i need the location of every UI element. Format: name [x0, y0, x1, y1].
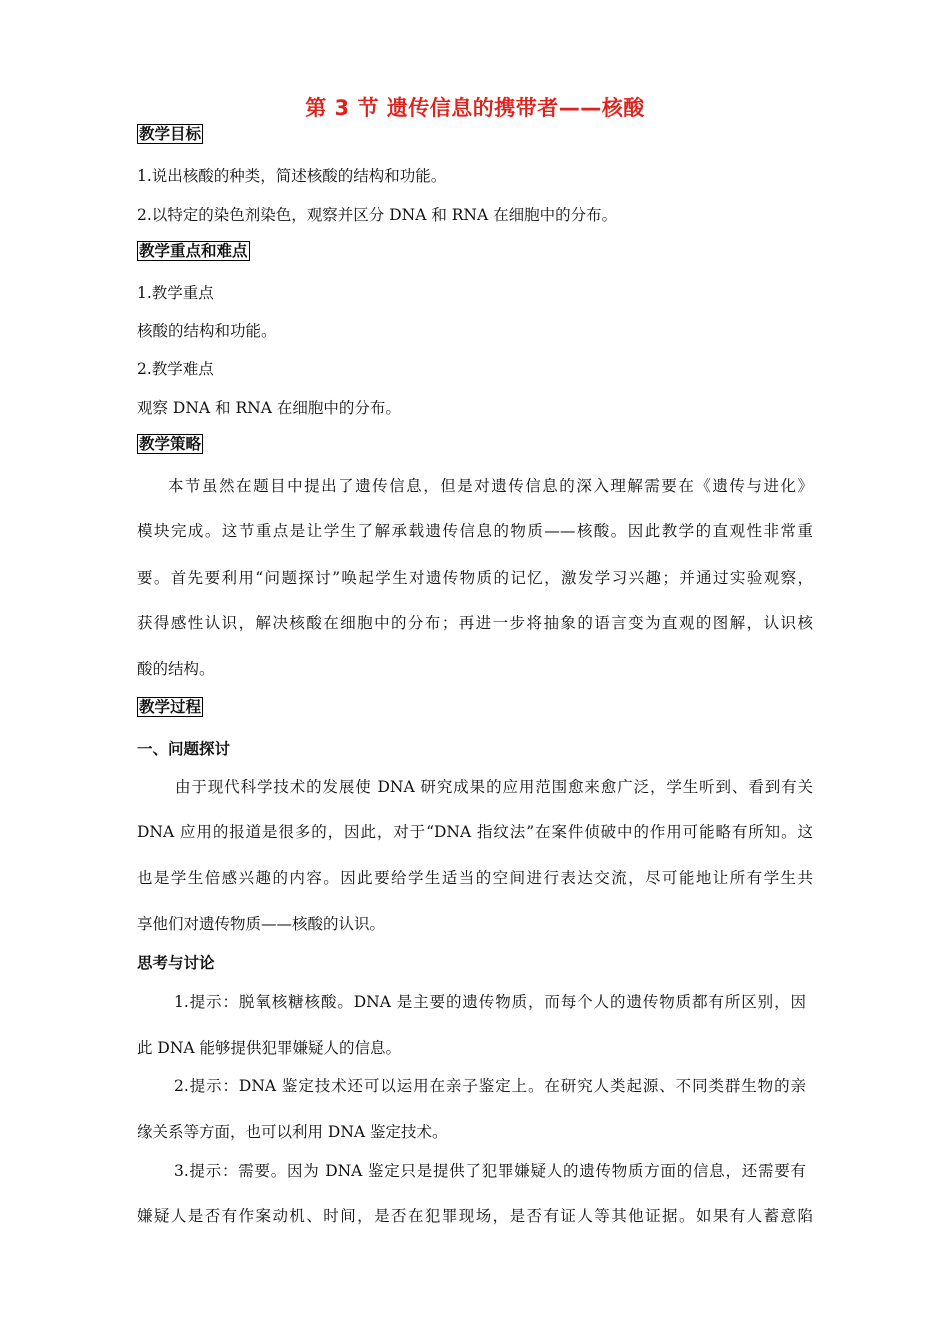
- strategy-line: 要。首先要利用“问题探讨”唤起学生对遗传物质的记忆，激发学习兴趣；并通过实验观察，: [137, 569, 813, 587]
- strategy-line: 本节虽然在题目中提出了遗传信息，但是对遗传信息的深入理解需要在《遗传与进化》: [168, 477, 813, 495]
- hint-line: 嫌疑人是否有作案动机、时间，是否在犯罪现场，是否有证人等其他证据。如果有人蓄意陷: [137, 1207, 813, 1225]
- strategy-line: 模块完成。这节重点是让学生了解承载遗传信息的物质——核酸。因此教学的直观性非常重: [137, 522, 813, 540]
- hint-line: 3.提示：需要。因为 DNA 鉴定只是提供了犯罪嫌疑人的遗传物质方面的信息，还需要有: [174, 1162, 806, 1180]
- paragraph-line: DNA 应用的报道是很多的，因此，对于“DNA 指纹法”在案件侦破中的作用可能略有所知。这: [137, 823, 813, 841]
- paragraph-line: 也是学生倍感兴趣的内容。因此要给学生适当的空间进行表达交流，尽可能地让所有学生共: [137, 869, 813, 887]
- focus-label: 1.教学重点: [137, 284, 214, 302]
- section-heading-strategy: 教学策略: [139, 435, 202, 453]
- section-heading-goals: 教学目标: [139, 125, 202, 143]
- hint-line: 1.提示：脱氧核糖核酸。DNA 是主要的遗传物质，而每个人的遗传物质都有所区别，因: [174, 993, 806, 1011]
- section-heading-process: 教学过程: [139, 698, 202, 716]
- paragraph-line: 由于现代科学技术的发展使 DNA 研究成果的应用范围愈来愈广泛，学生听到、看到有关: [175, 778, 813, 796]
- hint-line: 此 DNA 能够提供犯罪嫌疑人的信息。: [137, 1039, 402, 1057]
- hint-line: 缘关系等方面，也可以利用 DNA 鉴定技术。: [137, 1123, 448, 1141]
- difficulty-text: 观察 DNA 和 RNA 在细胞中的分布。: [137, 399, 401, 417]
- section-heading-key-points: 教学重点和难点: [139, 242, 248, 260]
- paragraph-line: 享他们对遗传物质——核酸的认识。: [137, 915, 386, 933]
- goal-item: 2.以特定的染色剂染色，观察并区分 DNA 和 RNA 在细胞中的分布。: [137, 206, 618, 224]
- strategy-line: 获得感性认识，解决核酸在细胞中的分布；再进一步将抽象的语言变为直观的图解，认识核: [137, 614, 813, 632]
- goal-item: 1.说出核酸的种类，简述核酸的结构和功能。: [137, 167, 447, 185]
- hint-line: 2.提示：DNA 鉴定技术还可以运用在亲子鉴定上。在研究人类起源、不同类群生物的亲: [174, 1077, 806, 1095]
- focus-text: 核酸的结构和功能。: [137, 322, 277, 340]
- discussion-title: 思考与讨论: [137, 954, 215, 972]
- page-title: 第 3 节 遗传信息的携带者——核酸: [305, 96, 645, 120]
- subsection-title: 一、问题探讨: [137, 740, 231, 758]
- strategy-line: 酸的结构。: [137, 660, 215, 678]
- difficulty-label: 2.教学难点: [137, 360, 214, 378]
